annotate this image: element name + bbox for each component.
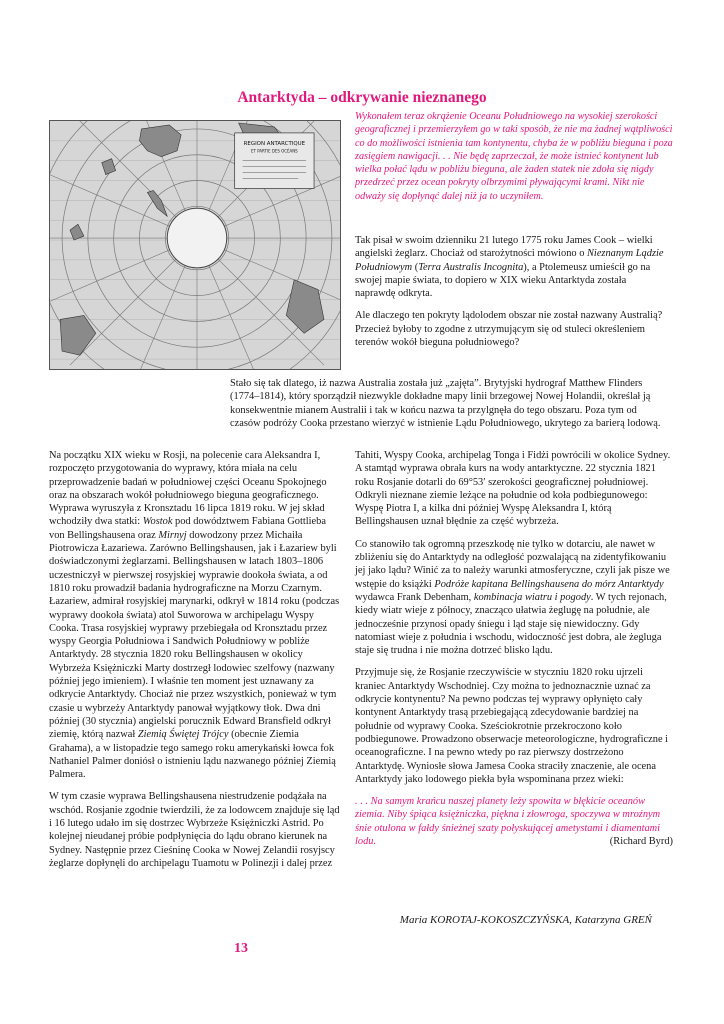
left-paragraph-2: W tym czasie wyprawa Bellingshausena niestrudzenie podążała na wschód. Rosjanie zgodnie twierdzili, że za lodowcem znajduje się ląd i 16 lutego udało im się dostrzec Wybrzeże Księżniczki Astrid. Po kolejnej nieudanej próbie podpłynięcia do lądu obrano kierunek na Sydney. Następnie przez Cieśninę Cooka w Nowej Zelandii rosyjscy żeglarze dopłynęli do archipelagu Tuamotu w Polinezji i dalej przez [49,791,340,869]
article-title: Antarktyda – odkrywanie nieznanego [237,89,487,106]
map-heading: REGION ANTARCTIQUE [243,140,306,147]
right-column [355,449,673,857]
australia-name-paragraph: Stało się tak dlatego, iż nazwa Australia została już „zajęta”. Brytyjski hydrograf Matthew Flinders (1774–1814), który sporządził niezwykle dokładne mapy linii brzegowej Nowej Holandii, określał ją konsekwentnie mianem Australii i tak w końcu nazwa ta przylgnęła do tego obszaru. Poza tym od czasów podróży Cooka przestano wierzyć w istnienie Lądu Południowego, ukrytego za barierą lodową. [230,378,661,429]
byrd-quote-author: (Richard Byrd) [609,836,673,848]
intro-paragraph-2: Ale dlaczego ten pokryty lądolodem obszar nie został nazwany Australią? Przecież byłoby to zgodne z utrzymującym się od stuleci określeniem terenów wokół bieguna południowego? [355,310,663,349]
cook-quote: Wykonałem teraz okrążenie Oceanu Południowego na wysokiej szerokości geograficznej i przemierzyłem go w taki sposób, że nie ma żadnej wątpliwości co do możliwości istnienia tam kontynentu, chyba że w pobliżu bieguna i poza zasięgiem nawigacji. . . Nie będę zaprzeczał, że może istnieć kontynent lub wielka połać lądu w pobliżu bieguna, ale żaden statek nie zdoła się nigdy przedrzeć przez ocean pokryty olbrzymimi pływającymi krami. Nikt nie odważy się dopłynąć dalej niż ja to uczyniłem. [355,111,673,202]
page-number: 13 [234,941,248,956]
left-column [49,449,341,879]
intro-column [355,234,665,358]
intro-paragraph-1: Tak pisał w swoim dzienniku 21 lutego 1775 roku James Cook – wielki angielski żeglarz. Chociaż od starożytności mówiono o Nieznanym Lądzie Południowym (Terra Australis Incognita), a Ptolemeusz umieścił go na swojej mapie świata, to dopiero w XIX wieku Antarktyda została naprawdę odkryta. [355,235,664,300]
antarctica-map-image [49,120,341,370]
authors-signature: Maria KOROTAJ-KOKOSZCZYŃSKA, Katarzyna GREŃ [399,914,652,926]
right-paragraph-2: Co stanowiło tak ogromną przeszkodę nie tylko w dotarciu, ale nawet w zbliżeniu się do Antarktydy na odległość pozwalającą na zidentyfikowaniu jej jako lądu? Winić za to należy warunki atmosferyczne, czyli jak pisze we wstępie do książki Podróże kapitana Bellingshausena do mórz Antarktydy wydawca Frank Debenham, kombinacja wiatru i pogody. W tych rejonach, kiedy wiatr wieje z północy, znacząco ułatwia żeglugę na południe, ale jednocześnie przynosi opady śniegu i ląd staje się niewidoczny. Gdy natomiast wieje z południa i wschodu, widoczność jest dobra, ale żegluga staje się trudna i nie można dotrzeć blisko lądu. [355,538,670,657]
left-paragraph-1: Na początku XIX wieku w Rosji, na polecenie cara Aleksandra I, rozpoczęto przygotowania do wyprawy, która miała na celu przeprowadzenie badań w południowej części Oceanu Spokojnego oraz na obszarach wokół południowego bieguna geograficznego. Wyprawa wyruszyła z Kronsztadu 16 lipca 1819 roku. W jej skład wchodziły dwa statki: Wostok pod dowództwem Fabiana Gottlieba von Bellingshausena oraz Mirnyj dowodzony przez Michaiła Piotrowicza Łazariewa. Zarówno Bellingshausen, jak i Łazariew byli doświadczonymi żeglarzami. Bellingshausen w latach 1803–1806 uczestniczył w pierwszej rosyjskiej wyprawie dookoła świata, a od 1810 roku prowadził badania hydrograficzne na Morzu Czarnym. Łazariew, admirał rosyjskiej marynarki, odkrył w 1814 roku (podczas wyprawy dookoła świata) atol Suworowa w archipelagu Wyspy Cooka. Trasa rosyjskiej wyprawy przebiegała od Kronsztadu przez wyspy Georgia Południowa i Sandwich Południowy w pobliże Antarktydy. 28 stycznia 1820 roku Bellingshausen w okolicy Wybrzeża Księżniczki Marty dostrzegł lodowiec szelfowy (nazwany później jego imieniem). I właśnie ten moment jest uznawany za odkrycie Antarktydy. Chociaż nie przez wszystkich, ponieważ w tym czasie u wybrzeży Antarktydy panował wyjątkowy tłok. Dwa dni później (30 stycznia) angielski porucznik Edward Bransfield odkrył ziemię, którą nazwał Ziemią Świętej Trójcy (obecnie Ziemia Grahama), a w listopadzie tego samego roku amerykański łowca fok Nathaniel Palmer doniósł o istnieniu lądu nazwanego później Ziemią Palmera. [49,450,340,781]
right-paragraph-1: Tahiti, Wyspy Cooka, archipelag Tonga i Fidżi powrócili w okolice Sydney. A stamtąd wyprawa obrała kurs na wody antarktyczne. 22 stycznia 1821 roku Rosjanie dotarli do 69°53′ szerokości geograficznej południowej. Odkryli nieznane ziemie leżące na południe od koła podbiegunowego: Wyspę Piotra I, a kilka dni później Wyspę Aleksandra I, którą Bellingshausen uznał błędnie za część wybrzeża. [355,450,671,528]
antarctica-map-drawing [50,121,340,369]
map-subheading: ET PARTIE DES OCÉANS [251,148,298,154]
byrd-quote: . . . Na samym krańcu naszej planety leży spowita w błękicie oceanów ziemia. Niby śpiąca księżniczka, piękna i złowroga, spoczywa w mroźnym śnie otulona w fałdy śnieżnej szaty połyskującej ametystami i diamentami lodu. (Richard Byrd) [355,796,673,848]
right-paragraph-3: Przyjmuje się, że Rosjanie rzeczywiście w styczniu 1820 roku ujrzeli kraniec Antarktydy Wschodniej. Czy można to jednoznacznie uznać za odkrycie kontynentu? Na pewno podczas tej wyprawy opłynięto cały kontynent Antarktydy trasą przebiegającą zdecydowanie bardziej na południe od wyprawy Cooka. Sześciokrotnie przekroczono koło podbiegunowe. Prowadzono obserwacje meteorologiczne, hydrograficzne i oceanograficzne. I na pewno wtedy po raz pierwszy dostrzeżono Antarktydę. Wyniosłe słowa Jamesa Cooka straciły znaczenie, ale ocena Antarktydy jako lodowego piekła była wspominana przez wieki: [355,667,669,785]
